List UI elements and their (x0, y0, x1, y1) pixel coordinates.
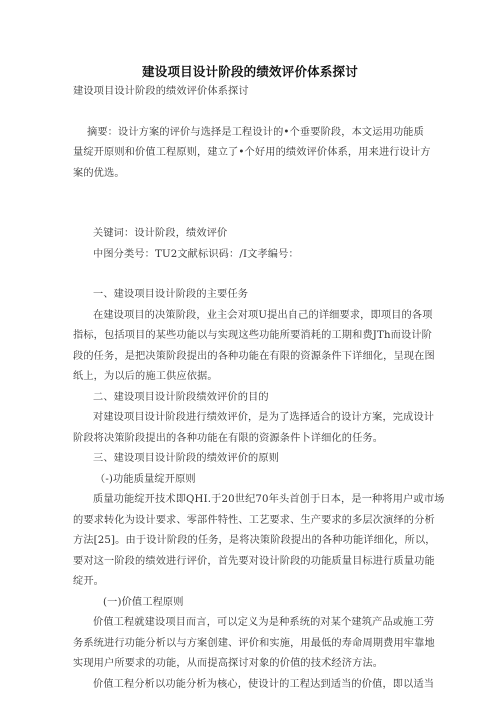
abstract-line: 案的优选。 (73, 167, 125, 179)
classification: 中图分类号：TU2文献标识码：/I文孝编号： (93, 248, 299, 260)
section-heading: 二、建设项目设计阶段绩效评价的目的 (93, 391, 269, 403)
paragraph-line: 绽开。 (73, 576, 105, 587)
paragraph-line: 指标，包括项目的某些功能以与实现这些功能所要消耗的工期和费JTh而设计阶 (73, 330, 433, 341)
paragraph-line: 价值工程分析以功能分析为核心，使设计的工程达到适当的价值，即以适当 (93, 678, 435, 690)
paragraph-line: 价值工程就建设项目而言，可以定义为是种系统的对某个建筑产品或施工劳 (93, 617, 435, 628)
paragraph-line: 阶段将决策阶段提出的各种功能在有限的资源条件卜详细化的任务。 (73, 432, 384, 444)
subtitle: 建设项目设计阶段的绩效评价体系探讨 (73, 86, 249, 97)
paragraph-line: 实现用户所要求的功能，从而提高探讨对象的价值的技术经济方法。 (73, 658, 384, 669)
subsection-heading: （-)功能质量绽开原则 (95, 473, 196, 485)
abstract-line: 量绽开原则和价值工程原则，建立了•个好用的绩效评价体系，用来进行设计方 (73, 147, 431, 158)
document-body (73, 82, 445, 695)
section-heading: 三、建设项目设计阶段的绩效评价的原则 (93, 453, 280, 464)
paragraph-line: 纸上，为以后的施工供应依据。 (73, 371, 218, 382)
paragraph-line: 质量功能绽开技术即QHI.于20世纪70年头首创于日本，是一种将用户或市场 (93, 494, 445, 505)
paragraph-line: 方法[25]。由于设计阶段的任务，是将决策阶段提出的各种功能详细化，所以， (73, 535, 436, 546)
paragraph-line: 要对这一阶段的绩效进行评价，首先要对设计阶段的功能质量目标进行质量功能 (73, 555, 435, 567)
keywords: 关键词：设计阶段，绩效评价 (93, 228, 228, 239)
section-heading: 一、建设项目设计阶段的主要任务 (93, 289, 249, 300)
page-title: 建设项目设计阶段的绩效评价体系探讨 (142, 64, 358, 79)
subsection-heading: (一)价值工程原则 (103, 596, 184, 608)
paragraph-line: 对建设项目设计阶段进行绩效评价，是为了选择适合的设计方案，完成设计 (93, 412, 435, 423)
paragraph-line: 的要求转化为设计要求、零部件特性、工艺要求、生产要求的多层次演绎的分析 (73, 514, 435, 526)
paragraph-line: 务系统进行功能分析以与方案创建、评价和实施，用最低的寿命周期费用牢靠地 (73, 637, 435, 649)
paragraph-line: 在建设项目的决策阶段，业主会对项U提出自己的详细要求，即项目的各项 (93, 309, 433, 321)
paragraph-line: 段的任务，是把决策阶段提出的各种功能在有限的资源条件下详细化，呈现在图 (73, 350, 435, 362)
abstract-line: 摘要：设计方案的评价与选择是工程设计的•个垂要阶段，本文运用功能质 (87, 126, 424, 138)
